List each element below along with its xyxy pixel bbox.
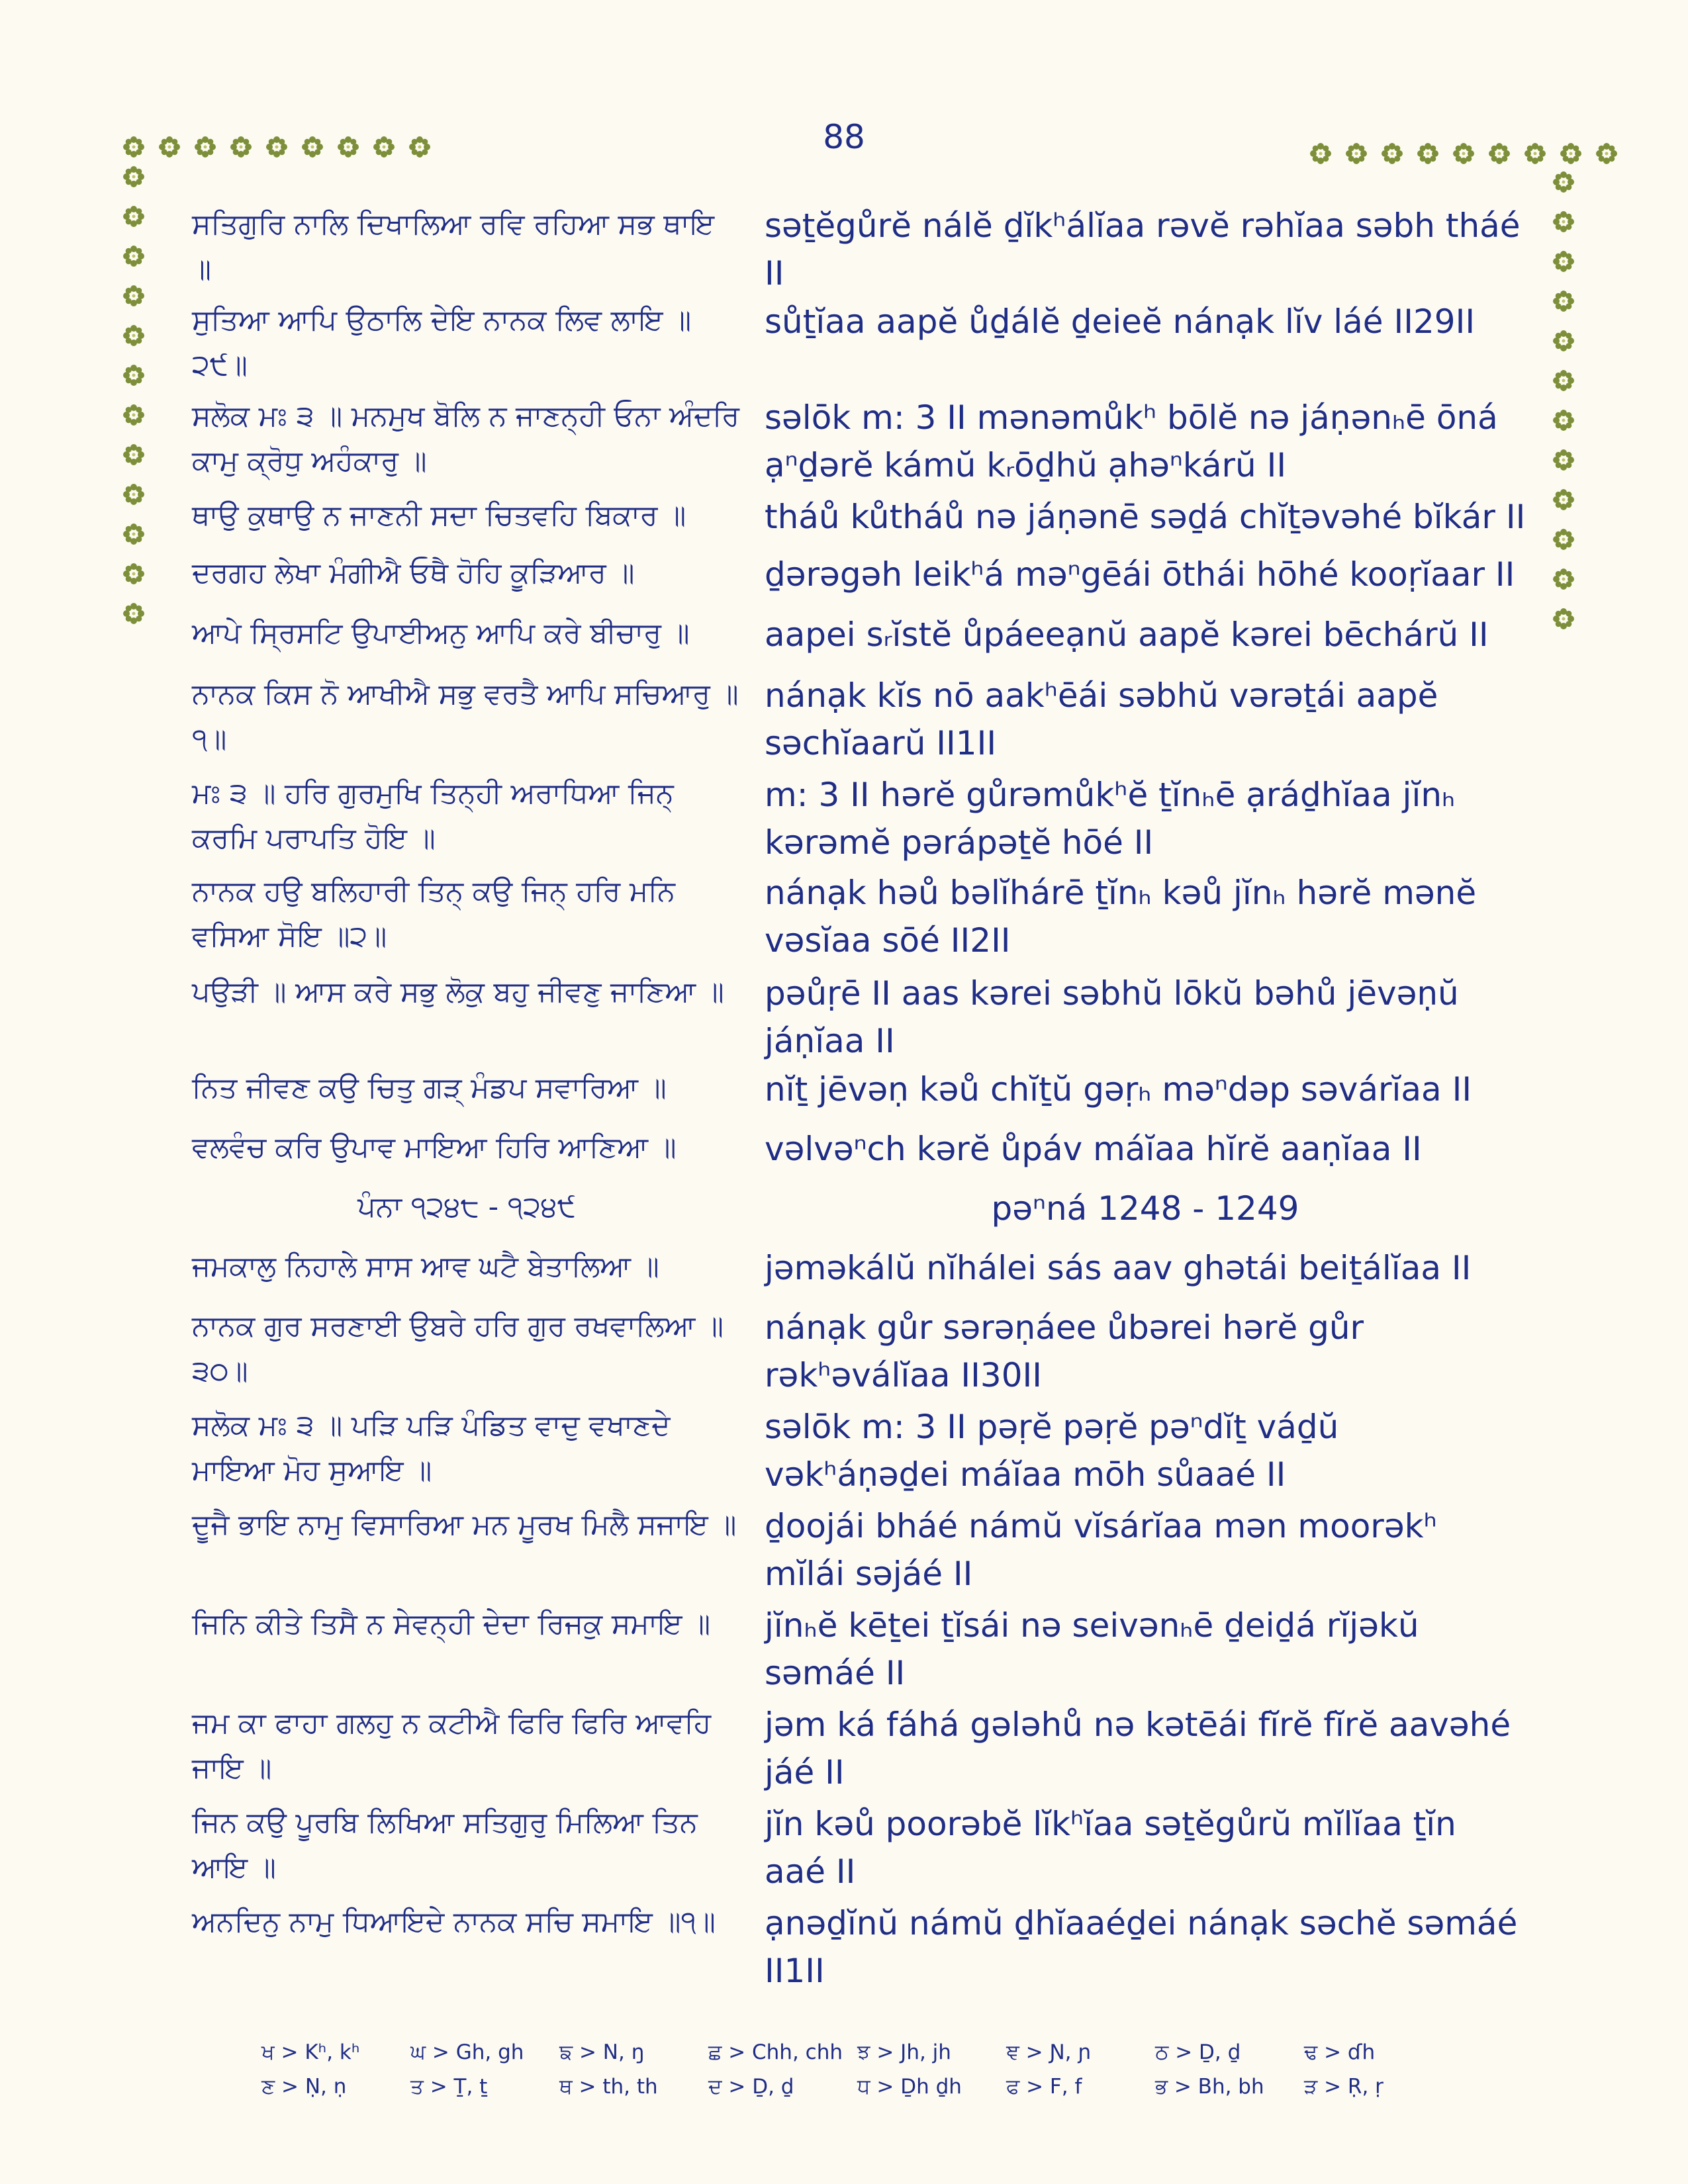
romanized-line: jĭn kəů poorəbĕ lĭkʰĭaa səṯĕgůrŭ mĭlĭaa ṯĭn aaé II bbox=[765, 1805, 1456, 1891]
gurmukhi-line: ਨਾਨਕ ਹਉ ਬਲਿਹਾਰੀ ਤਿਨ੍ ਕਉ ਜਿਨ੍ ਹਰਿ ਮਨਿ ਵਸਿਆ ਸੋਇ ॥੨॥ bbox=[192, 875, 675, 953]
romanized-line: ḏərəgəh leikʰá məⁿgēái ōthái hōhé kooṛĭaar II bbox=[765, 555, 1515, 594]
gurmukhi-line: ਅਨਦਿਨੁ ਨਾਮੁ ਧਿਆਇਦੇ ਨਾਨਕ ਸਚਿ ਸਮਾਇ ॥੧॥ bbox=[192, 1905, 716, 1938]
romanized-line: ạnəḏĭnŭ námŭ ḏhĭaaéḏei nánạk səchĕ səmáé II1II bbox=[765, 1904, 1518, 1990]
gurmukhi-line: ਸਲੋਕ ਮਃ ੩ ॥ ਪੜਿ ਪੜਿ ਪੰਡਿਤ ਵਾਦੁ ਵਖਾਣਦੇ ਮਾਇਆ ਮੋਹ ਸੁਆਇ ॥ bbox=[192, 1409, 671, 1487]
gurmukhi-line: ਜਮਕਾਲੁ ਨਿਹਾਲੇ ਸਾਸ ਆਵ ਘਟੈ ਬੇਤਾਲਿਆ ॥ bbox=[192, 1250, 659, 1283]
legend-item: ਦ > Ḏ, ḏ bbox=[708, 2074, 794, 2099]
legend-item: ਥ > th, th bbox=[559, 2074, 658, 2099]
gurmukhi-line: ਦਰਗਹ ਲੇਖਾ ਮੰਗੀਐ ਓਥੈ ਹੋਹਿ ਕੂੜਿਆਰ ॥ bbox=[192, 557, 635, 590]
romanized-line: səlōk m: 3 II pəṛĕ pəṛĕ pəⁿdĭṯ váḏŭ vəkʰáṇəḏei máĭaa mōh sůaaé II bbox=[765, 1408, 1339, 1494]
page-range-roman: pəⁿná 1248 - 1249 bbox=[991, 1189, 1299, 1228]
gurmukhi-line: ਦੂਜੈ ਭਾਇ ਨਾਮੁ ਵਿਸਾਰਿਆ ਮਨ ਮੂਰਖ ਮਿਲੈ ਸਜਾਇ ॥ bbox=[192, 1508, 737, 1541]
legend-row bbox=[261, 2035, 1453, 2070]
romanized-line: nĭṯ jēvəṇ kəů chĭṯŭ gəṛₕ məⁿdəp səvárĭaa II bbox=[765, 1070, 1472, 1109]
legend-item: ੜ > Ṛ, ṛ bbox=[1304, 2074, 1383, 2099]
gurmukhi-line: ਸਤਿਗੁਰਿ ਨਾਲਿ ਦਿਖਾਲਿਆ ਰਵਿ ਰਹਿਆ ਸਭ ਥਾਇ ॥ bbox=[192, 208, 715, 286]
gurmukhi-line: ਮਃ ੩ ॥ ਹਰਿ ਗੁਰਮੁਖਿ ਤਿਨ੍ਹੀ ਅਰਾਧਿਆ ਜਿਨ੍ ਕਰਮਿ ਪਰਾਪਤਿ ਹੋਇ ॥ bbox=[192, 777, 674, 855]
romanized-line: nánạk həů bəlĭhárē ṯĭnₕ kəů jĭnₕ hərĕ mənĕ vəsĭaa sōé II2II bbox=[765, 874, 1477, 960]
legend-item: ਖ > Kʰ, kʰ bbox=[261, 2040, 360, 2064]
romanized-line: jəməkálŭ nĭhálei sás aav ghətái beiṯálĭaa II bbox=[765, 1249, 1472, 1287]
romanized-line: sůṯĭaa aapĕ ůḏálĕ ḏeieĕ nánạk lĭv láé II29II bbox=[765, 302, 1476, 341]
romanized-line: ḏoojái bháé námŭ vĭsárĭaa mən moorəkʰ mĭlái səjáé II bbox=[765, 1507, 1437, 1593]
gurmukhi-line: ਜਿਨਿ ਕੀਤੇ ਤਿਸੈ ਨ ਸੇਵਨ੍ਹੀ ਦੇਦਾ ਰਿਜਕੁ ਸਮਾਇ ॥ bbox=[192, 1608, 711, 1641]
legend-item: ਣ > Ṇ, ṇ bbox=[261, 2074, 347, 2099]
romanized-line: jəm ká fáhá gələhů nə kətēái fĭrĕ fĭrĕ aavəhé jáé II bbox=[765, 1706, 1511, 1792]
legend-row bbox=[261, 2070, 1453, 2104]
gurmukhi-line: ਜਮ ਕਾ ਫਾਹਾ ਗਲਹੁ ਨ ਕਟੀਐ ਫਿਰਿ ਫਿਰਿ ਆਵਹਿ ਜਾਇ ॥ bbox=[192, 1707, 712, 1785]
legend-item: ਠ > Ḏ, ḏ bbox=[1155, 2040, 1241, 2064]
gurmukhi-line: ਸਲੋਕ ਮਃ ੩ ॥ ਮਨਮੁਖ ਬੋਲਿ ਨ ਜਾਣਨ੍ਹੀ ਓਨਾ ਅੰਦਰਿ ਕਾਮੁ ਕ੍ਰੋਧੁ ਅਹੰਕਾਰੁ ॥ bbox=[192, 400, 740, 478]
page-number: 88 bbox=[823, 118, 865, 156]
gurmukhi-line: ਨਾਨਕ ਕਿਸ ਨੋ ਆਖੀਐ ਸਭੁ ਵਰਤੈ ਆਪਿ ਸਚਿਆਰੁ ॥੧॥ bbox=[192, 678, 739, 756]
romanized-line: tháů kůtháů nə jáṇənē səḏá chĭṯəvəhé bĭkár II bbox=[765, 498, 1526, 536]
romanized-line: pəůṛē II aas kərei səbhŭ lōkŭ bəhů jēvəṇŭ jáṇĭaa II bbox=[765, 974, 1459, 1060]
legend-item: ਛ > Chh, chh bbox=[708, 2040, 843, 2064]
gurmukhi-line: ਨਿਤ ਜੀਵਣ ਕਉ ਚਿਤੁ ਗੜ੍ ਮੰਡਪ ਸਵਾਰਿਆ ॥ bbox=[192, 1071, 667, 1105]
legend-item: ਢ > ɗh bbox=[1304, 2040, 1376, 2064]
romanized-line: aapei sᵣĭstĕ ůpáeeạnŭ aapĕ kərei bēchárŭ II bbox=[765, 615, 1489, 654]
gurmukhi-line: ਪਉੜੀ ॥ ਆਸ ਕਰੇ ਸਭੁ ਲੋਕੁ ਬਹੁ ਜੀਵਣੁ ਜਾਣਿਆ ॥ bbox=[192, 976, 724, 1009]
gurmukhi-line: ਜਿਨ ਕਉ ਪੂਰਬਿ ਲਿਖਿਆ ਸਤਿਗੁਰੁ ਮਿਲਿਆ ਤਿਨ ਆਇ ॥ bbox=[192, 1806, 698, 1884]
gurmukhi-line: ਸੁਤਿਆ ਆਪਿ ਉਠਾਲਿ ਦੇਇ ਨਾਨਕ ਲਿਵ ਲਾਇ ॥੨੯॥ bbox=[192, 304, 692, 382]
romanized-line: nánạk kĭs nō aakʰēái səbhŭ vərəṯái aapĕ səchĭaarŭ II1II bbox=[765, 676, 1438, 762]
legend-item: ਘ > Gh, gh bbox=[410, 2040, 524, 2064]
page-range-gurmukhi: ਪੰਨਾ ੧੨੪੮ - ੧੨੪੯ bbox=[357, 1191, 576, 1224]
romanized-line: nánạk gůr sərəṇáee ůbərei hərĕ gůr rəkʰəválĭaa II30II bbox=[765, 1308, 1364, 1394]
romanized-line: səṯĕgůrĕ nálĕ ḏĭkʰálĭaa rəvĕ rəhĭaa səbh tháé II bbox=[765, 206, 1521, 293]
legend-item: ਙ > N, ŋ bbox=[559, 2040, 645, 2064]
legend-item: ਫ > F, f bbox=[1006, 2074, 1082, 2099]
legend-item: ਧ > Ḏh ḏh bbox=[857, 2074, 962, 2099]
romanized-line: səlōk m: 3 II mənəmůkʰ bōlĕ nə jáṇənₕē ōná ạⁿḏərĕ kámŭ kᵣōḏhŭ ạhəⁿkárŭ II bbox=[765, 398, 1498, 484]
transliteration-legend bbox=[261, 2035, 1453, 2104]
legend-item: ਭ > Bh, bh bbox=[1155, 2074, 1264, 2099]
legend-item: ਝ > Jh, jh bbox=[857, 2040, 951, 2064]
gurmukhi-line: ਵਲਵੰਚ ਕਰਿ ਉਪਾਵ ਮਾਇਆ ਹਿਰਿ ਆਣਿਆ ॥ bbox=[192, 1131, 677, 1164]
romanized-line: m: 3 II hərĕ gůrəmůkʰĕ ṯĭnₕē ạráḏhĭaa jĭnₕ kərəmĕ pərápəṯĕ hōé II bbox=[765, 776, 1456, 862]
legend-item: ਤ > Ṯ, ṯ bbox=[410, 2074, 488, 2099]
gurmukhi-line: ਆਪੇ ਸ੍ਰਿਸਟਿ ਉਪਾਈਅਨੁ ਆਪਿ ਕਰੇ ਬੀਚਾਰੁ ॥ bbox=[192, 617, 690, 650]
legend-item: ਞ > Ɲ, ɲ bbox=[1006, 2040, 1092, 2064]
gurmukhi-line: ਥਾਉ ਕੁਥਾਉ ਨ ਜਾਣਨੀ ਸਦਾ ਚਿਤਵਹਿ ਬਿਕਾਰ ॥ bbox=[192, 499, 686, 532]
romanized-line: vəlvəⁿch kərĕ ůpáv máĭaa hĭrĕ aaṇĭaa II bbox=[765, 1130, 1422, 1168]
gurmukhi-line: ਨਾਨਕ ਗੁਰ ਸਰਣਾਈ ਉਬਰੇ ਹਰਿ ਗੁਰ ਰਖਵਾਲਿਆ ॥੩੦॥ bbox=[192, 1310, 724, 1388]
romanized-line: jĭnₕĕ kēṯei ṯĭsái nə seivənₕē ḏeiḏá rĭjəkŭ səmáé II bbox=[765, 1606, 1419, 1692]
